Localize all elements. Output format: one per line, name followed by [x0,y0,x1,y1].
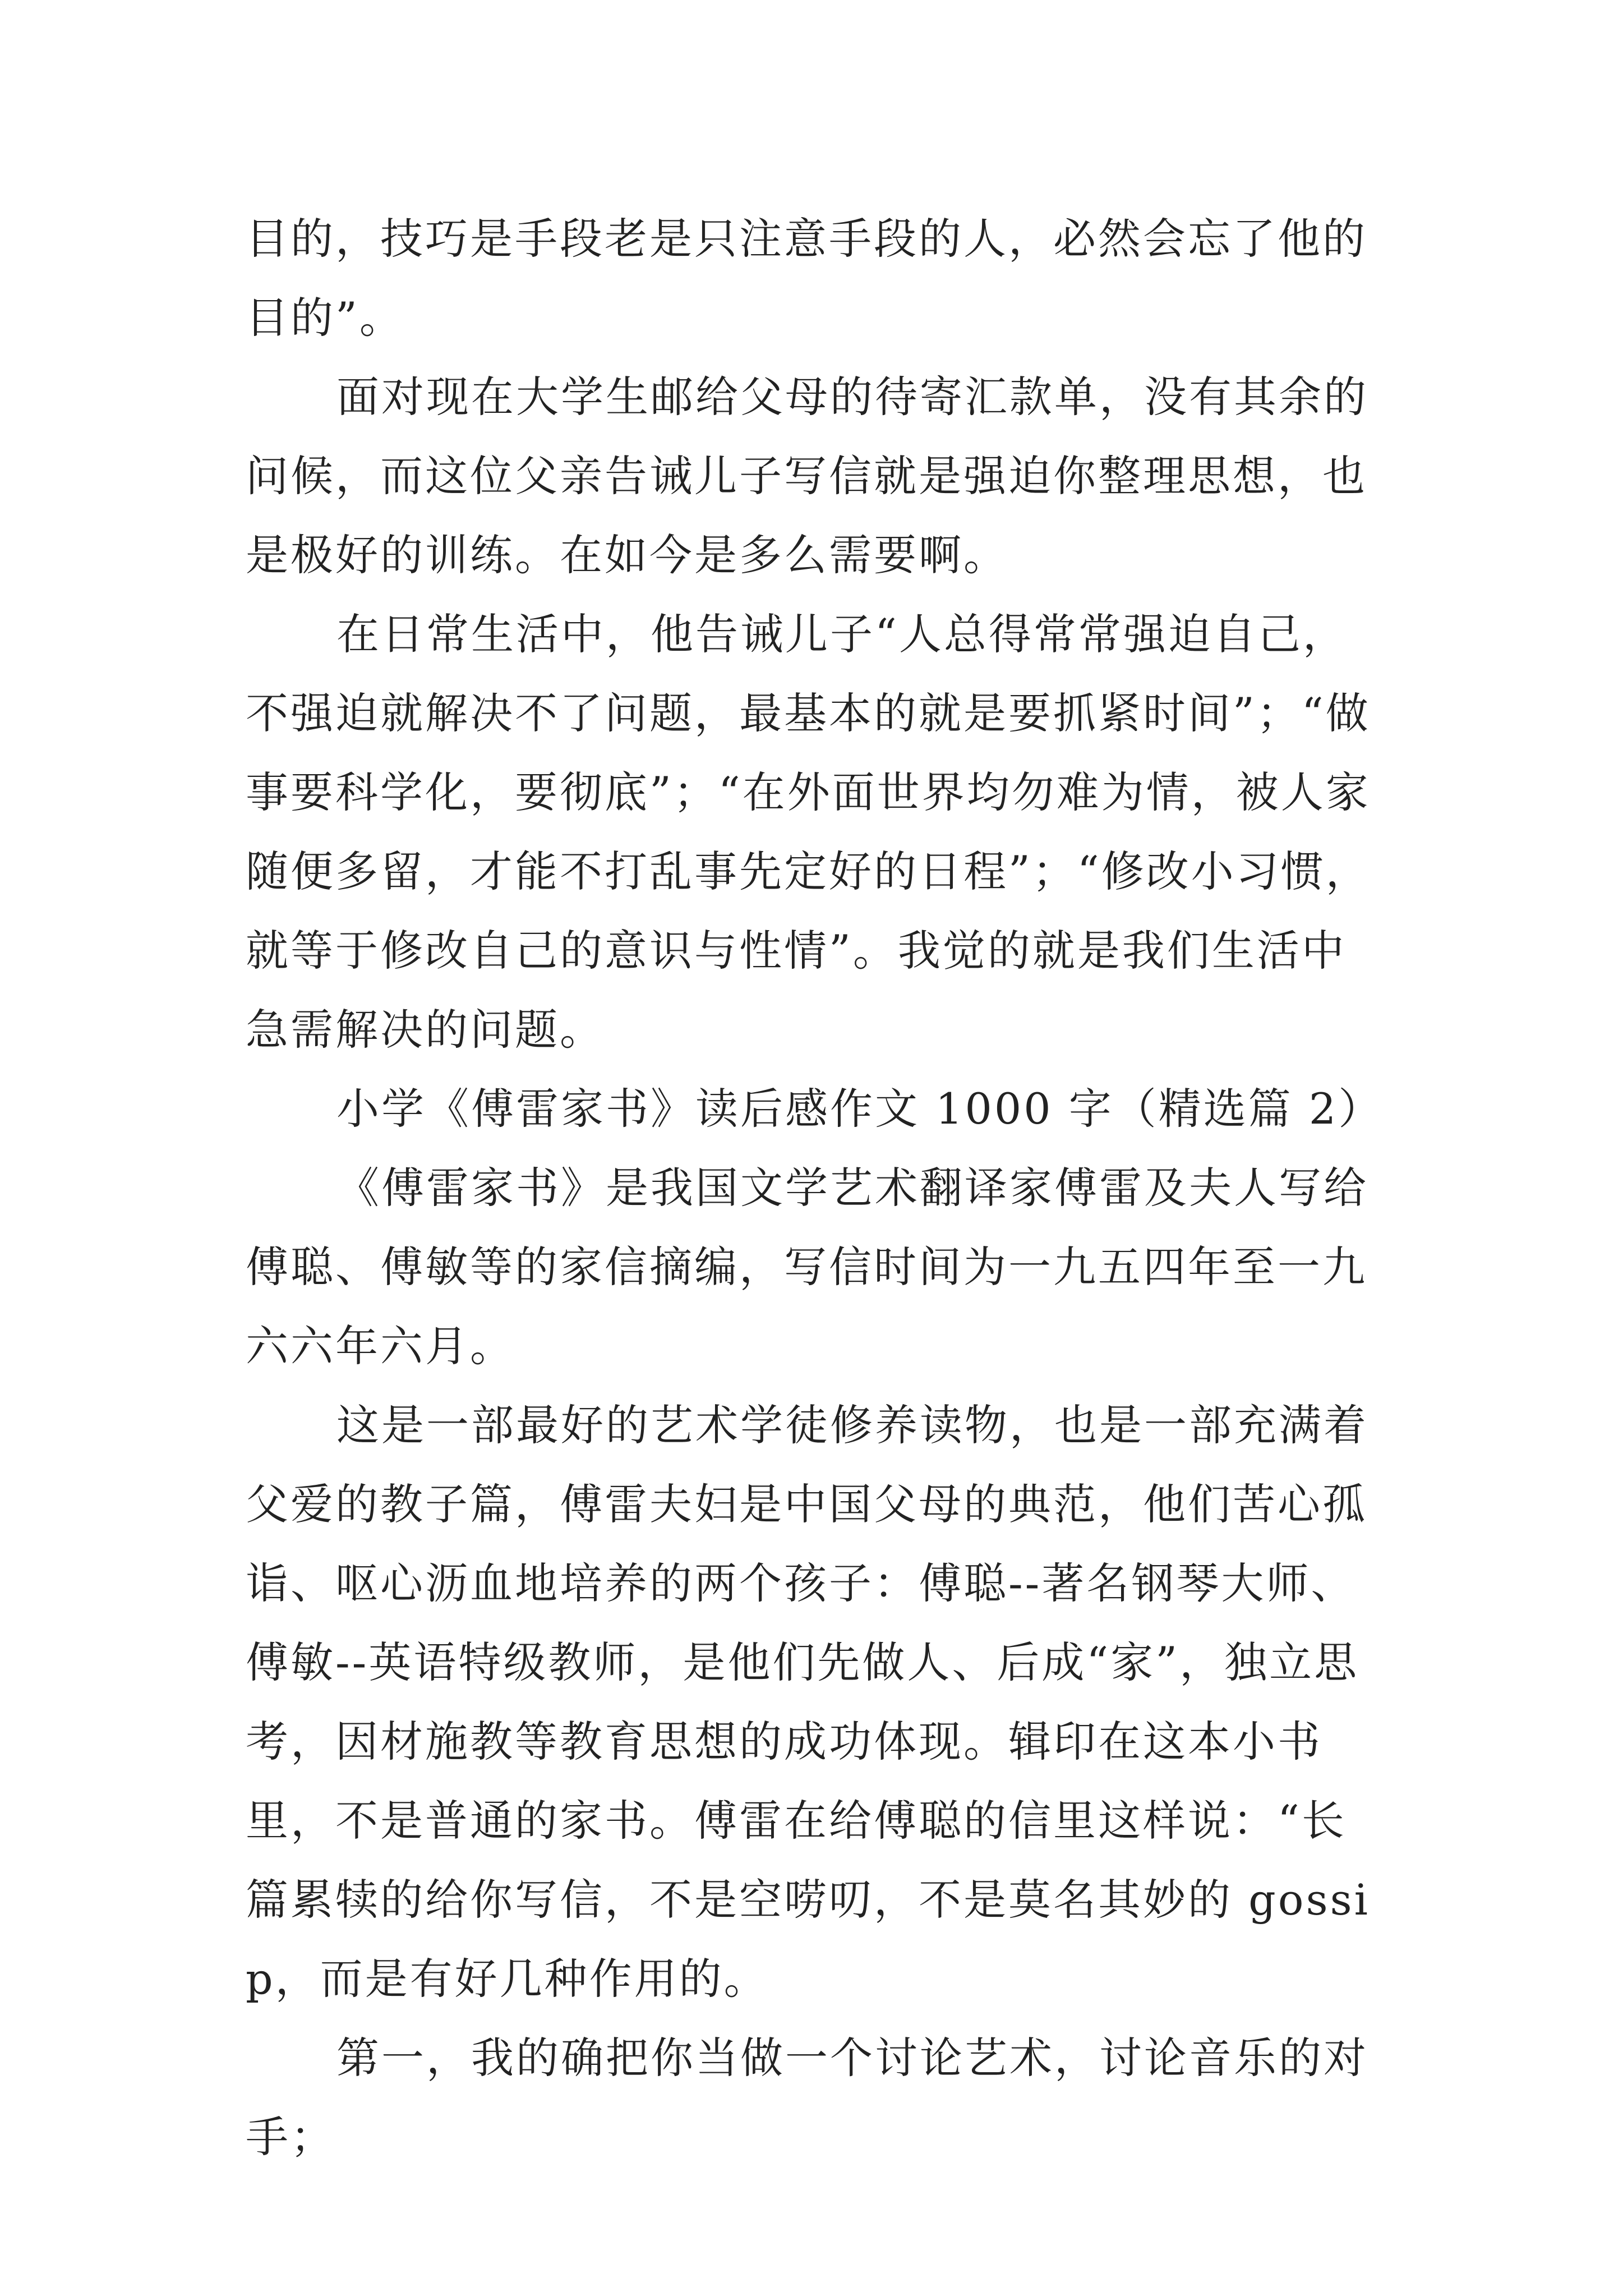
paragraph-3: 在日常生活中，他告诫儿子“人总得常常强迫自己，不强迫就解决不了问题，最基本的就是要抓紧时间”；“做事要科学化，要彻底”；“在外面世界均勿难为情，被人家随便多留，才能不打乱事先定好的日程”；“修改小习惯，就等于修改自己的意识与性情”。我觉的就是我们生活中急需解决的问题。 [246,609,1371,1055]
document-body [246,199,1390,2177]
paragraph-4: 《傅雷家书》是我国文学艺术翻译家傅雷及夫人写给傅聪、傅敏等的家信摘编，写信时间为一九五四年至一九六六年六月。 [246,1163,1368,1371]
section-heading: 小学《傅雷家书》读后感作文 1000 字（精选篇 2） [336,1084,1384,1134]
paragraph-1: 目的，技巧是手段老是只注意手段的人，必然会忘了他的目的”。 [246,214,1367,343]
paragraph-6: 第一，我的确把你当做一个讨论艺术，讨论音乐的对手； [246,2033,1368,2162]
paragraph-5: 这是一部最好的艺术学徒修养读物，也是一部充满着父爱的教子篇，傅雷夫妇是中国父母的典范，他们苦心孤诣、呕心沥血地培养的两个孩子：傅聪--著名钢琴大师、傅敏--英语特级教师，是他们先做人、后成“家”，独立思考，因材施教等教育思想的成功体现。辑印在这本小书里，不是普通的家书。傅雷在给傅聪的信里这样说：“长篇累犊的给你写信，不是空唠叨，不是莫名其妙的 gossip，而是有好几种作用的。 [246,1400,1370,2004]
paragraph-2: 面对现在大学生邮给父母的待寄汇款单，没有其余的问候，而这位父亲告诫儿子写信就是强迫你整理思想，也是极好的训练。在如今是多么需要啊。 [246,372,1368,580]
